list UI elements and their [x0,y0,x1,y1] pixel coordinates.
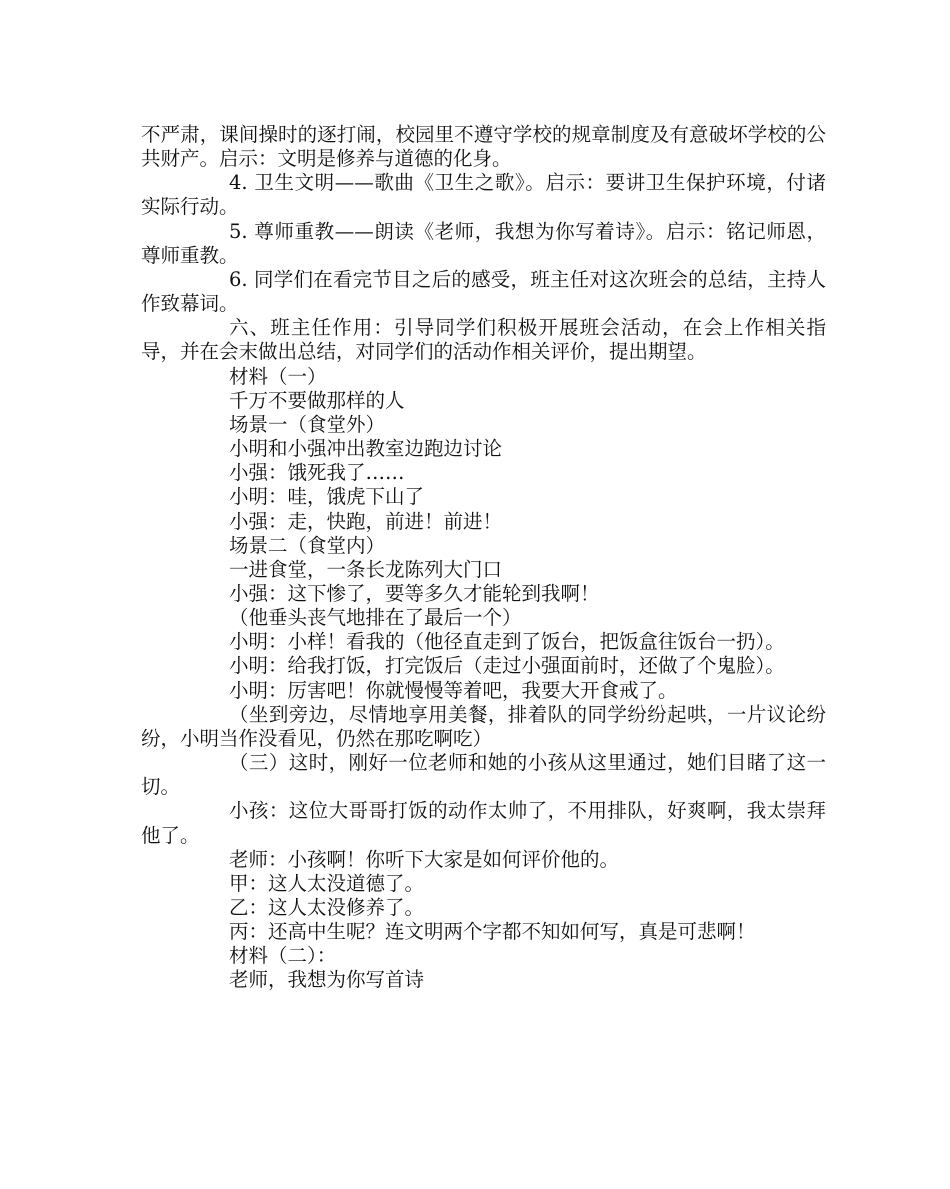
dialogue-line: 甲：这人太没道德了。 [229,871,425,895]
stage-direction: （他垂头丧气地排在了最后一个） [229,606,522,630]
dialogue-line: 丙：还高中生呢？连文明两个字都不知如何写，真是可悲啊！ [229,920,756,944]
dialogue-line: 小强：这下惨了，要等多久才能轮到我啊！ [229,581,600,605]
paragraph-vandalism: 不严肃，课间操时的逐打闹，校园里不遵守学校的规章制度及有意破坏学校的公共财产。启示：文明是修养与道德的化身。 [141,123,826,171]
dialogue-line: 小明：厉害吧！你就慢慢等着吧，我要大开食戒了。 [229,678,678,702]
dialogue-line: 小明：给我打饭，打完饭后（走过小强面前时，还做了个鬼脸）。 [229,654,785,678]
scene-three-paragraph: （三）这时，刚好一位老师和她的小孩从这里通过，她们目睹了这一切。 [141,751,826,799]
dialogue-line: 小孩：这位大哥哥打饭的动作太帅了，不用排队，好爽啊，我太崇拜他了。 [141,799,826,847]
document-body [141,123,826,993]
paragraph-respect-teachers: 5. 尊师重教——朗读《老师，我想为你写着诗》。启示：铭记师恩，尊师重教。 [141,219,826,267]
dialogue-line: 小明：哇，饿虎下山了 [229,485,425,509]
stage-direction: （坐到旁边，尽情地享用美餐，排着队的同学纷纷起哄，一片议论纷纷，小明当作没看见，仍然在那吃啊吃） [141,702,826,750]
skit-title: 千万不要做那样的人 [229,388,405,412]
poem-title: 老师，我想为你写首诗 [229,968,425,992]
dialogue-line: 小强：饿死我了…… [229,461,405,485]
dialogue-line: 一进食堂，一条长龙陈列大门口 [229,557,503,581]
scene-one-heading: 场景一（食堂外） [229,412,386,436]
heading-material-two: 材料（二）： [229,944,337,968]
dialogue-line: 老师：小孩啊！你听下大家是如何评价他的。 [229,847,620,871]
dialogue-line: 小强：走，快跑，前进！前进！ [229,509,503,533]
paragraph-teacher-role: 六、班主任作用：引导同学们积极开展班会活动，在会上作相关指导，并在会末做出总结，对同学们的活动作相关评价，提出期望。 [141,316,826,364]
paragraph-summary: 6. 同学们在看完节目之后的感受，班主任对这次班会的总结，主持人作致幕词。 [141,267,826,316]
dialogue-line: 小明：小样！看我的（他径直走到了饭台，把饭盒往饭台一扔）。 [229,630,785,654]
paragraph-hygiene: 4. 卫生文明——歌曲《卫生之歌》。启示：要讲卫生保护环境，付诸实际行动。 [141,171,826,219]
heading-material-one: 材料（一） [229,364,327,388]
dialogue-line: 小明和小强冲出教室边跑边讨论 [229,437,503,461]
scene-two-heading: 场景二（食堂内） [229,533,386,557]
dialogue-line: 乙：这人太没修养了。 [229,896,425,919]
